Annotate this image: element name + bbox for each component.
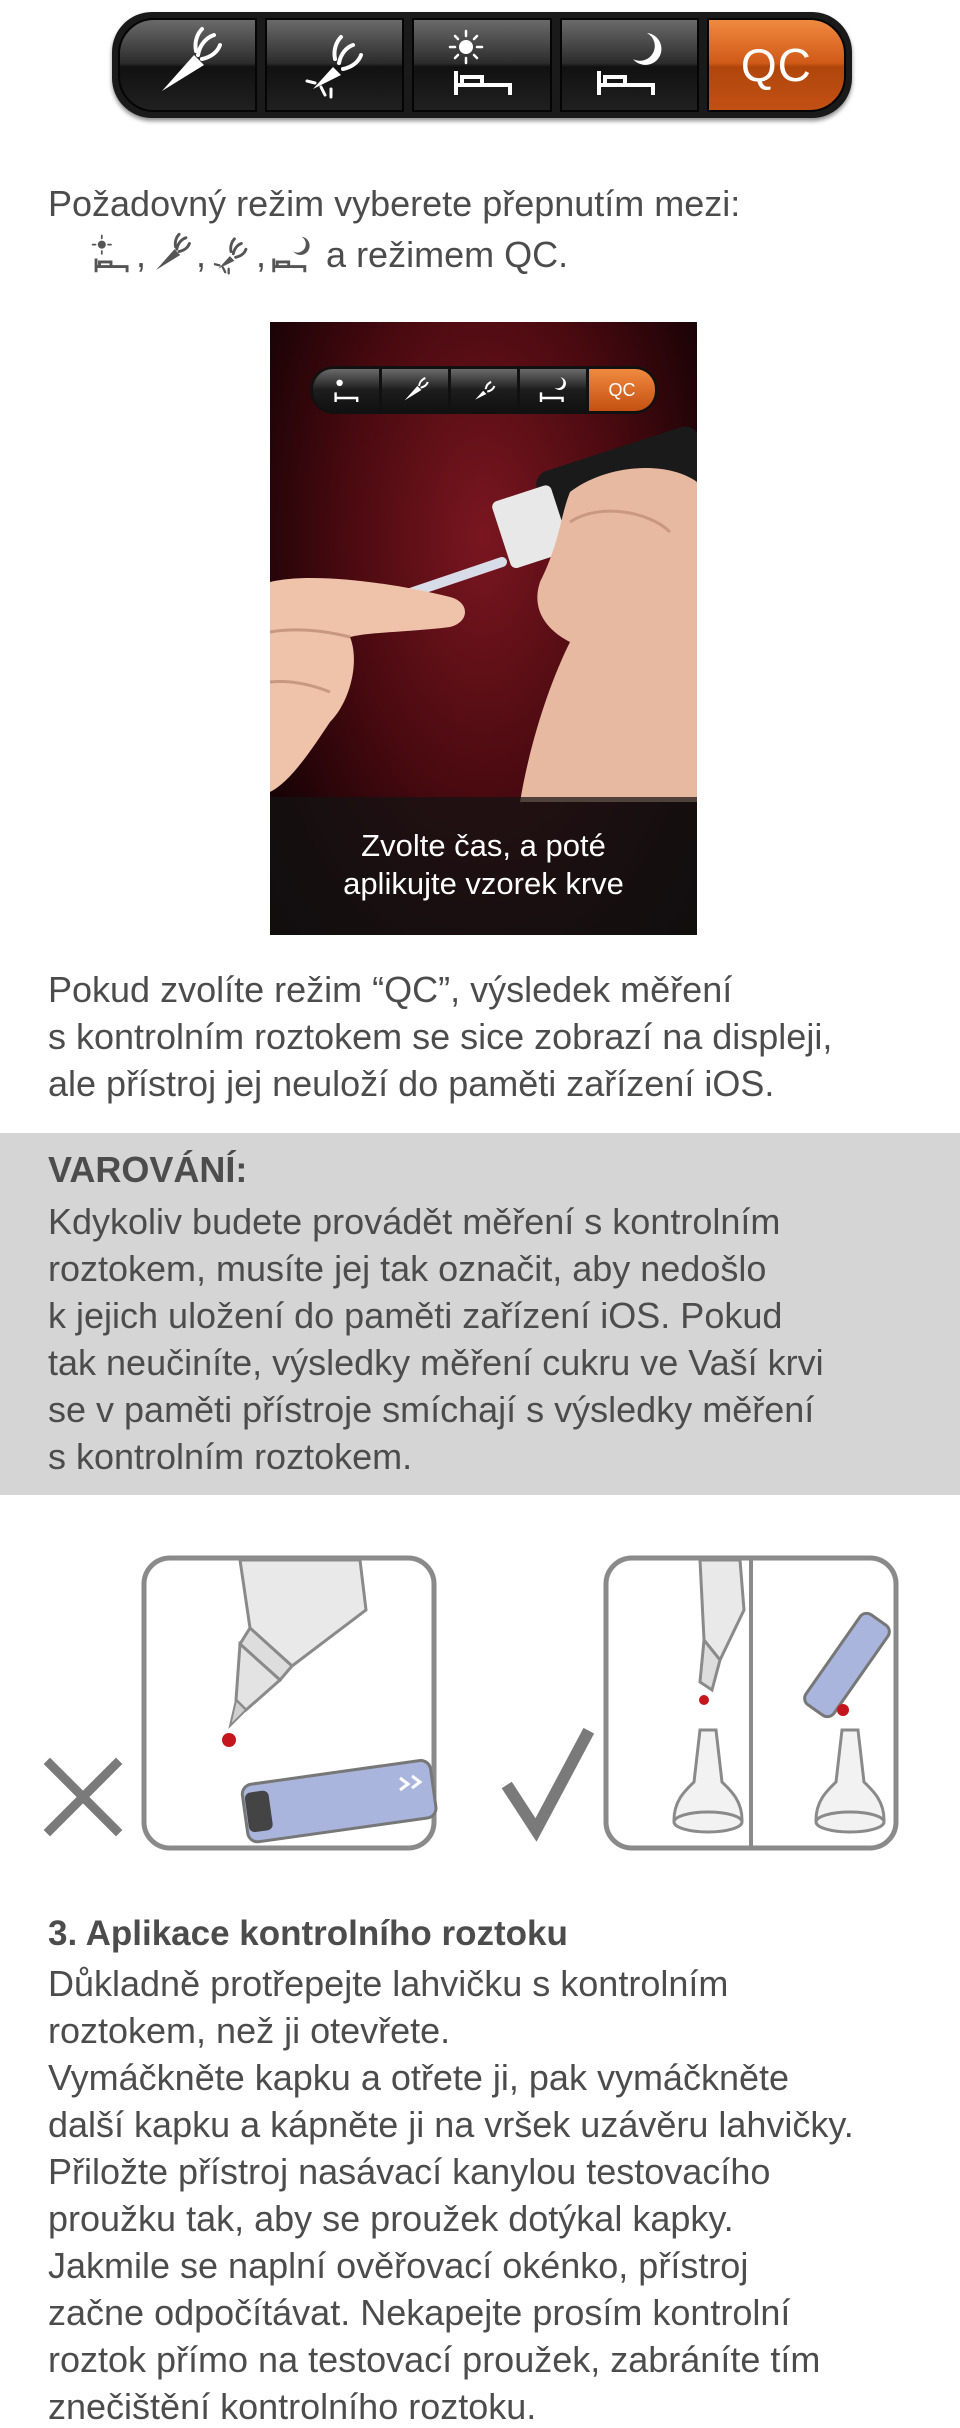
caption-line: Zvolte čas, a poté — [361, 828, 606, 863]
moon-bed-icon — [589, 25, 669, 105]
section-instructions — [48, 1960, 928, 2428]
text-line: s kontrolním roztokem. — [48, 1436, 413, 1477]
mode-night-button[interactable] — [560, 18, 699, 112]
text-line: Vymáčkněte kapku a otřete ji, pak vymáčkněte — [48, 2057, 790, 2098]
text-line: další kapku a kápněte ji na vršek uzávěru lahvičky. — [48, 2104, 854, 2145]
carrot-icon — [399, 374, 431, 406]
mini-mode-before-meal — [382, 369, 448, 411]
text-line: proužku tak, aby se proužek dotýkal kapky. — [48, 2198, 734, 2239]
warning-box — [0, 1133, 960, 1495]
mini-mode-after-meal — [451, 369, 517, 411]
qc-label: QC — [740, 39, 812, 91]
warning-title: VAROVÁNÍ: — [48, 1149, 248, 1190]
warning-body — [48, 1198, 928, 1480]
mode-selector-bar — [112, 12, 852, 118]
mini-mode-bar — [310, 366, 658, 414]
control-solution-illustration — [40, 1550, 920, 1860]
text-line: Kdykoliv budete provádět měření s kontrolním — [48, 1201, 781, 1242]
text-line: tak neučiníte, výsledky měření cukru ve Vaší krvi — [48, 1342, 824, 1383]
text-line: Pokud zvolíte režim “QC”, výsledek měření — [48, 969, 733, 1010]
carrot-icon — [148, 25, 228, 105]
qc-explanation — [48, 966, 928, 1107]
intro-mode-list — [88, 230, 568, 280]
sun-bed-icon — [330, 374, 362, 406]
moon-bed-icon — [537, 374, 569, 406]
eaten-carrot-icon — [468, 374, 500, 406]
separator: , — [196, 234, 207, 275]
sun-bed-icon — [442, 25, 522, 105]
text-line: k jejich uložení do paměti zařízení iOS. Pokud — [48, 1295, 783, 1336]
text-line: roztok přímo na testovací proužek, zabráníte tím — [48, 2339, 821, 2380]
eaten-carrot-icon — [208, 232, 254, 278]
mode-before-meal-button[interactable] — [118, 18, 257, 112]
text-line: znečištění kontrolního roztoku. — [48, 2386, 537, 2427]
text-line: s kontrolním roztokem se sice zobrazí na displeji, — [48, 1016, 833, 1057]
text-line: se v paměti přístroje smíchají s výsledky měření — [48, 1389, 815, 1430]
sun-bed-icon — [88, 232, 134, 278]
hands-with-meter-illustration — [270, 422, 697, 802]
separator: , — [136, 234, 147, 275]
mode-qc-button[interactable] — [707, 18, 846, 112]
mini-mode-night — [520, 369, 586, 411]
eaten-carrot-icon — [295, 25, 375, 105]
text-line: začne odpočítávat. Nekapejte prosím kontrolní — [48, 2292, 791, 2333]
intro-line: Požadovný režim vyberete přepnutím mezi: — [48, 183, 741, 224]
text-line: Přiložte přístroj nasávací kanylou testovacího — [48, 2151, 771, 2192]
check-icon — [510, 1736, 586, 1830]
moon-bed-icon — [268, 232, 314, 278]
wrong-method-panel — [144, 1558, 437, 1848]
mini-mode-morning — [313, 369, 379, 411]
separator: , — [256, 234, 267, 275]
mini-mode-qc: QC — [589, 369, 655, 411]
section-title: 3. Aplikace kontrolního roztoku — [48, 1914, 568, 1953]
text-line: Jakmile se naplní ověřovací okénko, přístroj — [48, 2245, 749, 2286]
carrot-icon — [148, 232, 194, 278]
caption-line: aplikujte vzorek krve — [343, 866, 624, 901]
text-line: Důkladně protřepejte lahvičku s kontrolním — [48, 1963, 729, 2004]
mode-after-meal-button[interactable] — [265, 18, 404, 112]
correct-method-panel — [606, 1558, 896, 1848]
text-line: ale přístroj jej neuloží do paměti zařízení iOS. — [48, 1063, 775, 1104]
cross-icon — [50, 1764, 116, 1830]
text-line: roztokem, než ji otevřete. — [48, 2010, 451, 2051]
screen-caption — [270, 797, 697, 935]
mode-morning-button[interactable] — [412, 18, 551, 112]
text-line: roztokem, musíte jej tak označit, aby nedošlo — [48, 1248, 767, 1289]
app-screenshot — [270, 322, 697, 935]
intro-tail: a režimem QC. — [326, 234, 569, 275]
